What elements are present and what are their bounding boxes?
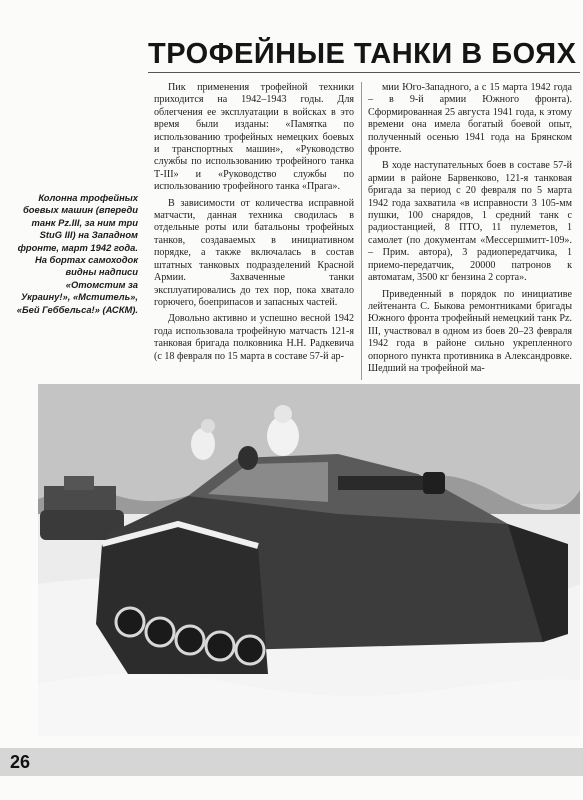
paragraph: мии Юго-Западного, а с 15 марта 1942 года – в 9-й армии Южного фронта). Сформированная 25 августа 1941 года, к этому времени она имела богатый боевой опыт, полученный осенью 1941 года на Брянском фронте.: [368, 82, 572, 156]
paragraph: Довольно активно и успешно весной 1942 года использовала трофейную матчасть 121-я танковая бригада полковника Н.Н. Радкевича (с 18 февраля по 15 марта в составе 57-й ар-: [154, 313, 354, 362]
page-number: 26: [10, 752, 31, 772]
column-divider: [361, 82, 362, 380]
title-divider: [148, 72, 580, 73]
paragraph: Приведенный в порядок по инициативе лейтенанта С. Быкова ремонтниками бригады Южного фронта трофейный немецкий танк Pz. III, участвовал в одном из боев 20–23 февраля 1942 года в районе сильно укрепленного опорного пункта противника в Александровке. Шедший на трофейной ма-: [368, 288, 572, 374]
paragraph: В ходе наступательных боев в составе 57-й армии в районе Барвенково, 121-я танковая бригада за период с 20 февраля по 5 марта 1942 года захватила «в исправности 3 105-мм пушки, 100 снарядов, 1 средний танк с радиостанцией, 8 ПТО, 11 пулеметов, 1 самолет (по документам «Мессершмитт-109». – Прим. автора), 3 радиопередатчика, 1 приемо-передатчик, 20000 патронов к автоматам, 3500 кг бензина 2 сорта».: [368, 160, 572, 284]
paragraph: В зависимости от количества исправной матчасти, данная техника сводилась в отдельные роты или батальоны трофейных танков, создаваемых в инициативном порядке, а также включалась в состав штатных танковых подразделений Красной Армии. Захваченные танки эксплуатировались до тех пор, пока хватало горючего, боеприпасов и запасных частей.: [154, 197, 354, 308]
text-column-right: [368, 82, 572, 375]
text-column-left: [154, 82, 354, 363]
paragraph: Пик применения трофейной техники приходится на 1942–1943 годы. Для облегчения ее эксплуатации в войсках в это время были изданы: «Памятка по использованию трофейных немецких боевых и транспортных машин», «Руководство службы по использованию трофейного танка Т-III» и «Руководство службы по использованию трофейного танка «Прага».: [154, 82, 354, 193]
photo-caption: Колонна трофейных боевых машин (впереди танк Pz.III, за ним три StuG III) на Западном фронте, март 1942 года. На бортах самоходок видны надписи «Отомстим за Украину!», «Мститель», «Бей Геббельса!» (АСКМ).: [16, 192, 138, 315]
article-title: ТРОФЕЙНЫЕ ТАНКИ В БОЯХ: [148, 38, 577, 70]
footer-bar: [0, 748, 583, 776]
tank-photo: [38, 384, 580, 736]
